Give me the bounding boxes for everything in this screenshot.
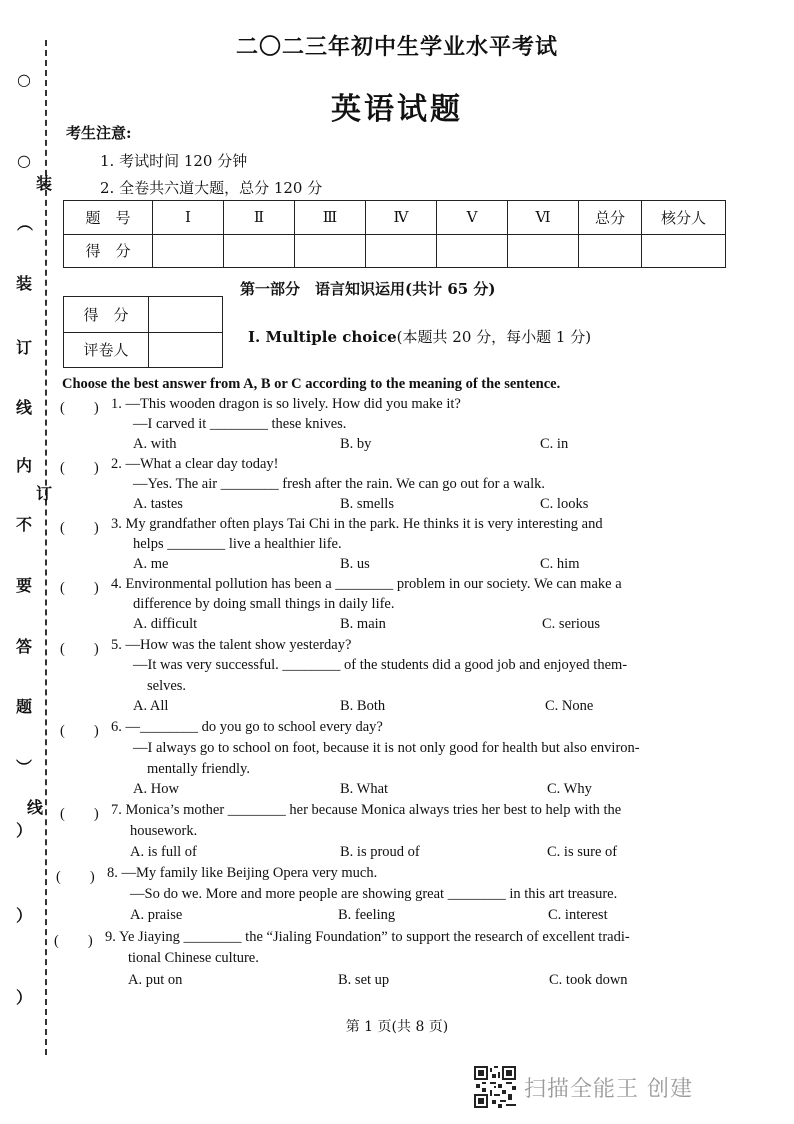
grader-score-cell[interactable]	[149, 297, 223, 333]
answer-blank[interactable]: ( )	[60, 806, 99, 822]
score-cell[interactable]	[579, 234, 642, 268]
question-stem: housework.	[130, 823, 198, 839]
subject-title: 英语试题	[331, 92, 463, 127]
question-stem: selves.	[147, 678, 187, 694]
section-title-bold: Ⅰ. Multiple choice	[248, 328, 397, 346]
option-a[interactable]: A. me	[133, 556, 169, 572]
question-stem: tional Chinese culture.	[128, 950, 259, 966]
score-table-header-row	[64, 201, 726, 235]
option-a[interactable]: A. All	[133, 698, 169, 714]
binding-char-ti: 题	[16, 697, 33, 716]
score-table-header-cell: Ⅴ	[437, 201, 508, 235]
score-table-score-row	[64, 234, 726, 268]
score-cell[interactable]	[153, 234, 224, 268]
score-table-header-cell: Ⅵ	[508, 201, 579, 235]
answer-blank[interactable]: ( )	[60, 641, 99, 657]
score-table-header-cell: 总分	[579, 201, 642, 235]
option-b[interactable]: B. set up	[338, 972, 390, 988]
answer-blank[interactable]: ( )	[56, 869, 95, 885]
grader-name-label: 评卷人	[64, 332, 149, 368]
question-stem: —I carved it ________ these knives.	[133, 416, 347, 432]
option-a[interactable]: A. with	[133, 436, 177, 452]
score-cell[interactable]	[437, 234, 508, 268]
question-stem: 5. —How was the talent show yesterday?	[111, 637, 352, 653]
notice-item: 2. 全卷共六道大题，总分 120 分	[100, 179, 323, 197]
binding-circle-2: ○	[17, 151, 31, 170]
answer-blank[interactable]: ( )	[54, 933, 93, 949]
option-b[interactable]: B. Both	[340, 698, 386, 714]
binding-paren-open: ︵	[17, 214, 34, 233]
option-b[interactable]: B. by	[340, 436, 372, 452]
question-stem: 9. Ye Jiaying ________ the “Jialing Foundation” to support the research of excellent tradi-	[105, 929, 630, 945]
option-a[interactable]: A. put on	[128, 972, 183, 988]
option-b[interactable]: B. feeling	[338, 907, 396, 923]
notice-heading: 考生注意:	[66, 124, 132, 142]
binding-char-bu: 不	[16, 515, 33, 534]
option-c[interactable]: C. him	[540, 556, 580, 572]
option-c[interactable]: C. is sure of	[547, 844, 618, 860]
answer-blank[interactable]: ( )	[60, 723, 99, 739]
option-c[interactable]: C. interest	[548, 907, 608, 923]
qr-code-icon	[474, 1066, 516, 1108]
score-table-header-cell: Ⅳ	[366, 201, 437, 235]
score-table-header-cell: 核分人	[642, 201, 726, 235]
question-stem: —I always go to school on foot, because it is not only good for health but also environ-	[133, 740, 640, 756]
binding-char-outer-zhuang: 装	[36, 174, 53, 193]
score-cell[interactable]	[224, 234, 295, 268]
question-stem: helps ________ live a healthier life.	[133, 536, 342, 552]
option-b[interactable]: B. main	[340, 616, 386, 632]
grader-score-label: 得 分	[64, 297, 149, 333]
question-stem: —It was very successful. ________ of the students did a good job and enjoyed them-	[133, 657, 628, 673]
score-table-header-cell: Ⅰ	[153, 201, 224, 235]
option-b[interactable]: B. What	[340, 781, 389, 797]
option-a[interactable]: A. praise	[130, 907, 183, 923]
option-a[interactable]: A. difficult	[133, 616, 198, 632]
option-b[interactable]: B. is proud of	[340, 844, 420, 860]
question-stem: 2. —What a clear day today!	[111, 456, 279, 472]
binding-char-nei: 内	[16, 456, 33, 475]
score-table-header-cell: 题 号	[64, 201, 153, 235]
question-stem: mentally friendly.	[147, 761, 250, 777]
option-c[interactable]: C. None	[545, 698, 594, 714]
binding-bracket-2: ）	[16, 906, 33, 925]
section-title-note: (本题共 20 分，每小题 1 分)	[396, 328, 592, 346]
option-c[interactable]: C. took down	[549, 972, 628, 988]
binding-char-da: 答	[16, 637, 33, 656]
scanner-watermark: 扫描全能王 创建	[524, 1077, 693, 1102]
section-instruction: Choose the best answer from A, B or C according to the meaning of the sentence.	[62, 376, 561, 392]
grader-box	[63, 296, 223, 368]
score-table-row-label: 得 分	[64, 234, 153, 268]
binding-char-xian: 线	[16, 398, 33, 417]
option-b[interactable]: B. us	[340, 556, 370, 572]
option-c[interactable]: C. serious	[542, 616, 600, 632]
binding-char-outer-xian: 线	[27, 798, 44, 817]
answer-blank[interactable]: ( )	[60, 580, 99, 596]
option-a[interactable]: A. is full of	[130, 844, 197, 860]
score-cell[interactable]	[642, 234, 726, 268]
option-c[interactable]: C. Why	[547, 781, 592, 797]
option-c[interactable]: C. in	[540, 436, 569, 452]
question-stem: 8. —My family like Beijing Opera very much.	[107, 865, 378, 881]
score-cell[interactable]	[366, 234, 437, 268]
answer-blank[interactable]: ( )	[60, 400, 99, 416]
binding-char-ding: 订	[16, 338, 33, 357]
answer-blank[interactable]: ( )	[60, 520, 99, 536]
answer-blank[interactable]: ( )	[60, 460, 99, 476]
option-a[interactable]: A. How	[133, 781, 179, 797]
binding-paren-close: ︶	[16, 758, 33, 777]
question-stem: 6. —________ do you go to school every day?	[111, 719, 383, 735]
page-number: 第 1 页(共 8 页)	[345, 1019, 449, 1035]
section-title	[248, 326, 591, 347]
exam-title: 二〇二三年初中生学业水平考试	[235, 34, 558, 60]
notice-item: 1. 考试时间 120 分钟	[100, 152, 248, 170]
score-table-header-cell: Ⅱ	[224, 201, 295, 235]
score-cell[interactable]	[508, 234, 579, 268]
question-stem: difference by doing small things in daily life.	[133, 596, 395, 612]
score-table	[63, 200, 726, 268]
option-a[interactable]: A. tastes	[133, 496, 183, 512]
question-stem: 7. Monica’s mother ________ her because Monica always tries her best to help with the	[111, 802, 622, 818]
question-stem: 4. Environmental pollution has been a ________ problem in our society. We can make a	[111, 576, 622, 592]
score-cell[interactable]	[295, 234, 366, 268]
binding-char-yao: 要	[16, 576, 33, 595]
score-table-header-cell: Ⅲ	[295, 201, 366, 235]
grader-name-cell[interactable]	[149, 332, 223, 368]
binding-bracket-1: ）	[16, 821, 33, 840]
question-stem: —So do we. More and more people are showing great ________ in this art treasure.	[130, 886, 618, 902]
binding-bracket-3: ）	[16, 988, 33, 1007]
binding-char-outer-ding: 订	[36, 484, 53, 503]
question-stem: 1. —This wooden dragon is so lively. How did you make it?	[111, 396, 461, 412]
binding-circle-1: ○	[17, 70, 31, 89]
option-b[interactable]: B. smells	[340, 496, 394, 512]
binding-char-zhuang: 装	[16, 274, 33, 293]
option-c[interactable]: C. looks	[540, 496, 589, 512]
question-stem: —Yes. The air ________ fresh after the rain. We can go out for a walk.	[133, 476, 545, 492]
part-title: 第一部分 语言知识运用(共计 65 分)	[240, 280, 496, 298]
question-stem: 3. My grandfather often plays Tai Chi in the park. He thinks it is very interesting and	[111, 516, 603, 532]
